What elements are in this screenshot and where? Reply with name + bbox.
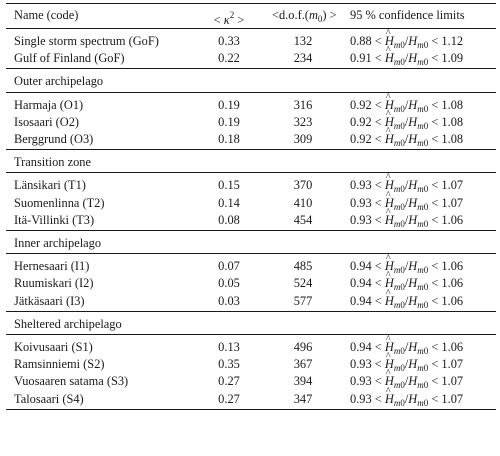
header-kappa: < $\kappa^2$ > xyxy=(213,10,245,27)
confidence-low: 0.92 xyxy=(350,114,372,129)
kappa-value: 0.08 xyxy=(218,212,240,227)
confidence-interval: 0.93 < ^ $H_{m0}/H_{m0} < 1.07$ xyxy=(350,194,463,216)
station-name: Suomenlinna (T2) xyxy=(14,195,105,210)
table-row xyxy=(0,257,500,275)
confidence-low: 0.94 xyxy=(350,340,372,354)
kappa-value: 0.35 xyxy=(218,357,240,372)
ratio-hat-H: ^ H xyxy=(385,130,394,148)
ratio-H: H xyxy=(408,374,418,389)
confidence-high: 1.08 xyxy=(441,114,464,129)
confidence-high: 1.09 xyxy=(441,51,464,66)
confidence-interval: 0.94 < ^ $H_{m0}/H_{m0} < 1.06$ xyxy=(350,338,463,360)
dof-value: 454 xyxy=(293,212,313,227)
confidence-low: 0.92 xyxy=(350,97,372,112)
ratio-H: H xyxy=(408,132,418,146)
confidence-high: 1.07 xyxy=(441,374,464,389)
kappa-value: 0.13 xyxy=(218,340,240,354)
station-name: Hernesaari (I1) xyxy=(14,259,90,274)
table-row xyxy=(0,292,500,310)
table-row xyxy=(0,211,500,229)
confidence-interval: 0.92 < ^ $H_{m0}/H_{m0} < 1.08$ xyxy=(350,130,463,152)
confidence-low: 0.93 xyxy=(350,195,372,210)
section-title: Inner archipelago xyxy=(14,236,102,250)
bottom-rule xyxy=(6,409,496,410)
table-header xyxy=(0,6,500,27)
confidence-high: 1.08 xyxy=(441,97,464,112)
section-title-row xyxy=(0,72,500,90)
station-name: Talosaari (S4) xyxy=(14,391,84,406)
confidence-high: 1.06 xyxy=(441,293,464,308)
dof-value: 394 xyxy=(293,374,313,389)
dof-value: 234 xyxy=(293,51,313,66)
kappa-value: 0.15 xyxy=(218,178,240,193)
table-row xyxy=(0,372,500,390)
kappa-value: 0.19 xyxy=(218,114,240,129)
section-title: Outer archipelago xyxy=(14,74,104,89)
ratio-hat-H: ^ H xyxy=(385,113,394,131)
dof-value: 577 xyxy=(293,293,313,308)
confidence-interval: 0.93 < ^ $H_{m0}/H_{m0} < 1.07$ xyxy=(350,390,463,412)
ratio-hat-H: ^ H xyxy=(385,355,394,373)
station-name: Jätkäsaari (I3) xyxy=(14,293,85,308)
station-name: Ramsinniemi (S2) xyxy=(14,357,105,372)
confidence-low: 0.94 xyxy=(350,276,372,291)
confidence-high: 1.08 xyxy=(441,132,464,146)
kappa-value: 0.27 xyxy=(218,391,240,406)
ratio-hat-H: ^ H xyxy=(385,194,394,212)
dof-value: 524 xyxy=(293,276,313,291)
dof-value: 323 xyxy=(293,114,313,129)
confidence-interval: 0.93 < ^ $H_{m0}/H_{m0} < 1.07$ xyxy=(350,372,463,394)
table-row xyxy=(0,355,500,373)
section-rule xyxy=(6,149,496,150)
dof-value: 316 xyxy=(293,97,313,112)
station-name: Vuosaaren satama (S3) xyxy=(14,374,129,389)
kappa-value: 0.03 xyxy=(218,293,240,308)
ratio-hat-H: ^ H xyxy=(385,372,394,390)
section-title-row xyxy=(0,153,500,171)
table-row xyxy=(0,274,500,292)
confidence-high: 1.07 xyxy=(441,391,464,406)
ratio-hat-H: ^ H xyxy=(385,96,394,114)
confidence-high: 1.06 xyxy=(441,340,464,354)
confidence-interval: 0.92 < ^ $H_{m0}/H_{m0} < 1.08$ xyxy=(350,96,463,118)
dof-value: 370 xyxy=(293,178,313,193)
dof-value: 485 xyxy=(293,259,313,274)
ratio-H: H xyxy=(408,114,418,129)
table-row xyxy=(0,32,500,50)
confidence-high: 1.06 xyxy=(441,212,464,227)
confidence-low: 0.93 xyxy=(350,374,372,389)
confidence-high: 1.07 xyxy=(441,195,464,210)
confidence-interval: 0.94 < ^ $H_{m0}/H_{m0} < 1.06$ xyxy=(350,292,463,314)
kappa-value: 0.07 xyxy=(218,259,240,274)
table-row xyxy=(0,130,500,148)
table-row xyxy=(0,49,500,67)
header-dof: $<d.o.f.(m_0)$ > xyxy=(272,8,337,24)
confidence-low: 0.92 xyxy=(350,132,372,146)
top-rule xyxy=(6,3,496,4)
confidence-high: 1.06 xyxy=(441,259,464,274)
ratio-hat-H: ^ H xyxy=(385,211,394,229)
table-row xyxy=(0,194,500,212)
ratio-H: H xyxy=(408,97,418,112)
ratio-hat-H: ^ H xyxy=(385,176,394,194)
confidence-low: 0.94 xyxy=(350,293,372,308)
kappa-value: 0.14 xyxy=(218,195,240,210)
ratio-hat-H: ^ H xyxy=(385,257,394,275)
ratio-hat-H: ^ H xyxy=(385,338,394,356)
section-rule xyxy=(6,253,496,254)
station-name: Itä-Villinki (T3) xyxy=(14,212,95,227)
ratio-hat-H: ^ H xyxy=(385,49,394,67)
confidence-interval: 0.93 < ^ $H_{m0}/H_{m0} < 1.06$ xyxy=(350,211,463,233)
ratio-H: H xyxy=(408,259,418,274)
kappa-value: 0.33 xyxy=(218,34,240,48)
confidence-low: 0.93 xyxy=(350,212,372,227)
confidence-interval: 0.93 < ^ $H_{m0}/H_{m0} < 1.07$ xyxy=(350,355,463,377)
header-rule xyxy=(6,28,496,29)
confidence-interval: 0.91 < ^ $H_{m0}/H_{m0} < 1.09$ xyxy=(350,49,463,71)
kappa-value: 0.22 xyxy=(218,51,240,66)
ratio-H: H xyxy=(408,195,418,210)
dof-value: 410 xyxy=(293,195,313,210)
ratio-H: H xyxy=(408,340,418,354)
confidence-low: 0.94 xyxy=(350,259,372,274)
dof-value: 347 xyxy=(293,391,313,406)
table-row xyxy=(0,338,500,356)
dof-value: 132 xyxy=(293,34,313,48)
section-rule xyxy=(6,230,496,231)
confidence-high: 1.06 xyxy=(441,276,464,291)
section-title-row xyxy=(0,315,500,333)
ratio-H: H xyxy=(408,212,418,227)
station-name: Länsikari (T1) xyxy=(14,178,86,193)
table-row xyxy=(0,96,500,114)
confidence-high: 1.07 xyxy=(441,357,464,372)
station-name: Gulf of Finland (GoF) xyxy=(14,51,125,66)
confidence-interval: 0.93 < ^ $H_{m0}/H_{m0} < 1.07$ xyxy=(350,176,463,198)
table-row xyxy=(0,113,500,131)
ratio-hat-H: ^ H xyxy=(385,274,394,292)
table-row xyxy=(0,390,500,408)
confidence-interval: 0.94 < ^ $H_{m0}/H_{m0} < 1.06$ xyxy=(350,274,463,296)
table-row xyxy=(0,176,500,194)
confidence-low: 0.93 xyxy=(350,391,372,406)
dof-value: 367 xyxy=(293,357,313,372)
confidence-high: 1.12 xyxy=(441,34,464,48)
section-rule xyxy=(6,334,496,335)
ratio-H: H xyxy=(408,391,418,406)
dof-value: 496 xyxy=(293,340,313,354)
section-rule xyxy=(6,92,496,93)
ratio-H: H xyxy=(408,276,418,291)
section-rule xyxy=(6,172,496,173)
confidence-interval: 0.94 < ^ $H_{m0}/H_{m0} < 1.06$ xyxy=(350,257,463,279)
confidence-low: 0.88 xyxy=(350,34,372,48)
station-name: Berggrund (O3) xyxy=(14,132,94,146)
station-name: Harmaja (O1) xyxy=(14,97,84,112)
section-title-row xyxy=(0,234,500,252)
dof-value: 309 xyxy=(293,132,313,146)
section-title: Transition zone xyxy=(14,155,91,170)
ratio-H: H xyxy=(408,293,418,308)
header-name: Name (code) xyxy=(14,8,79,22)
ratio-hat-H: ^ H xyxy=(385,292,394,310)
station-name: Isosaari (O2) xyxy=(14,114,80,129)
kappa-value: 0.27 xyxy=(218,374,240,389)
confidence-interval: 0.92 < ^ $H_{m0}/H_{m0} < 1.08$ xyxy=(350,113,463,135)
section-rule xyxy=(6,68,496,69)
header-confidence: 95 % confidence limits xyxy=(350,8,465,22)
section-rule xyxy=(6,311,496,312)
ratio-hat-H: ^ H xyxy=(385,390,394,408)
confidence-interval: 0.88 < ^ $H_{m0}/H_{m0} < 1.12$ xyxy=(350,32,463,54)
confidence-low: 0.93 xyxy=(350,357,372,372)
ratio-H: H xyxy=(408,357,418,372)
ratio-hat-H: ^ H xyxy=(385,32,394,50)
kappa-value: 0.19 xyxy=(218,97,240,112)
ratio-H: H xyxy=(408,51,418,66)
ratio-H: H xyxy=(408,34,418,48)
kappa-value: 0.18 xyxy=(218,132,240,146)
ratio-H: H xyxy=(408,178,418,193)
station-name: Koivusaari (S1) xyxy=(14,340,93,354)
section-title: Sheltered archipelago xyxy=(14,316,122,331)
confidence-high: 1.07 xyxy=(441,178,464,193)
confidence-low: 0.93 xyxy=(350,178,372,193)
station-name: Ruumiskari (I2) xyxy=(14,276,94,291)
station-name: Single storm spectrum (GoF) xyxy=(14,34,159,48)
kappa-value: 0.05 xyxy=(218,276,240,291)
confidence-low: 0.91 xyxy=(350,51,372,66)
